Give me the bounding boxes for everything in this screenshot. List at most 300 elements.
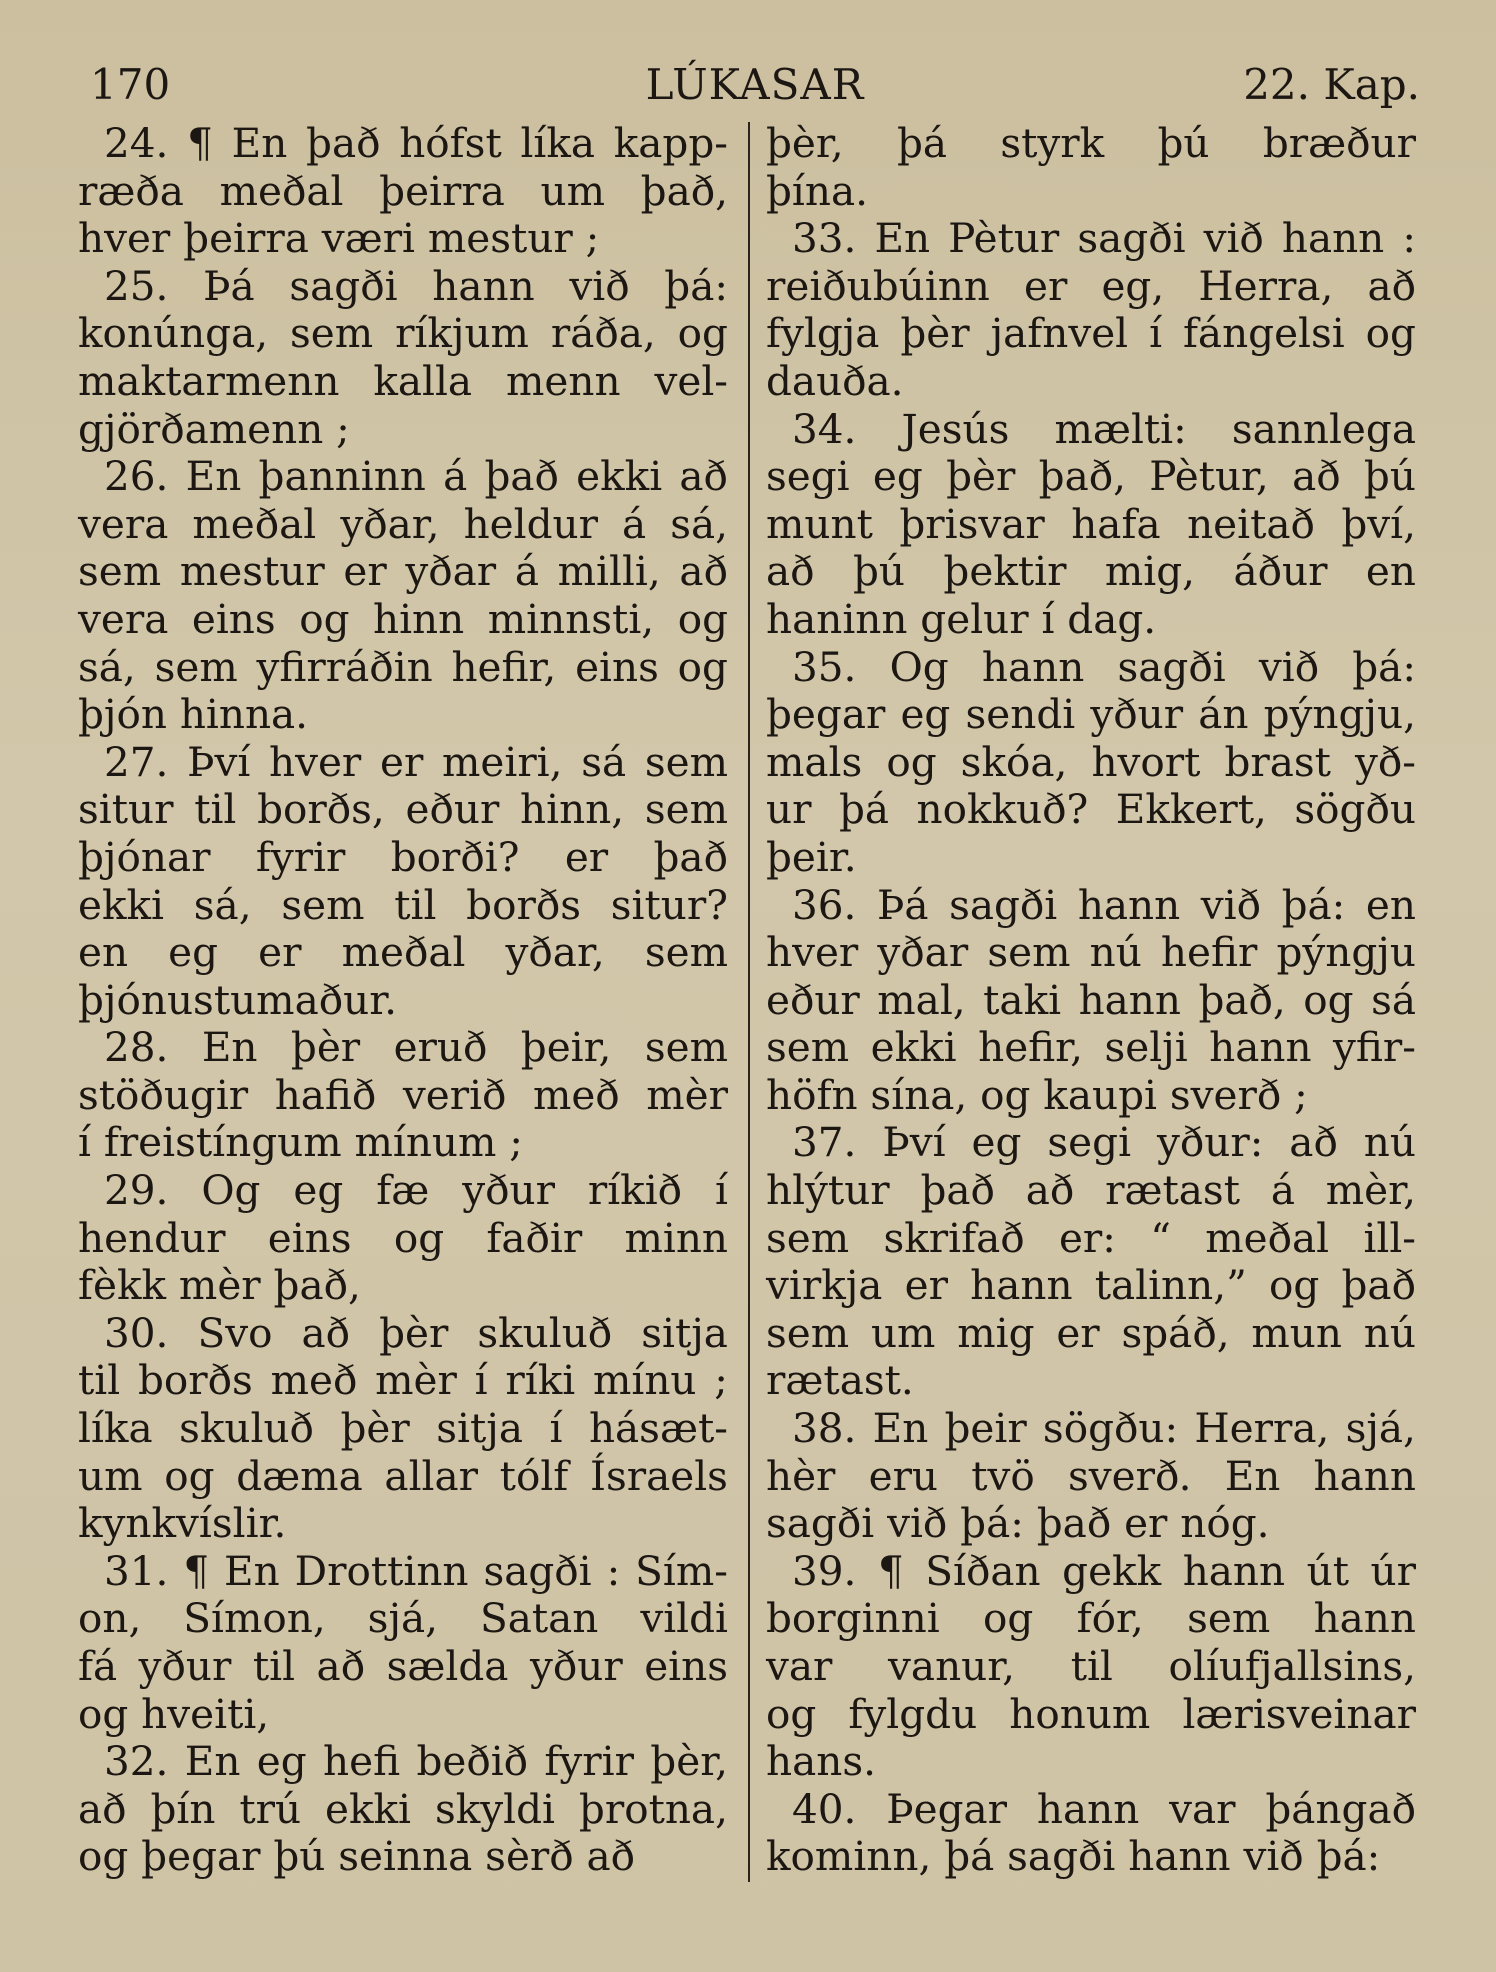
word: mèr, bbox=[1325, 1166, 1416, 1215]
word: við bbox=[569, 261, 630, 310]
word: sitja bbox=[641, 1308, 728, 1357]
word: nú bbox=[1363, 1118, 1416, 1167]
word: fæ bbox=[376, 1166, 430, 1215]
word: pýngju, bbox=[1263, 690, 1416, 739]
word: þjónar bbox=[78, 832, 211, 881]
word: með bbox=[532, 1070, 620, 1119]
word: vera bbox=[78, 594, 169, 643]
word: er bbox=[904, 1261, 948, 1310]
word: sjá, bbox=[367, 1594, 439, 1643]
word: eg, bbox=[1101, 261, 1165, 310]
word: yð- bbox=[1354, 737, 1416, 786]
word: sverð. bbox=[1067, 1451, 1192, 1500]
word: það bbox=[653, 832, 728, 881]
word: með bbox=[270, 1356, 358, 1405]
word: eður bbox=[405, 785, 500, 834]
text-line bbox=[766, 1262, 1416, 1310]
word: “ bbox=[1150, 1213, 1171, 1262]
word: sem bbox=[154, 642, 238, 691]
word: sem bbox=[644, 1023, 728, 1072]
text-line bbox=[78, 1357, 728, 1405]
word: og bbox=[886, 737, 937, 786]
word: var bbox=[1169, 1784, 1236, 1833]
text-line bbox=[78, 358, 728, 406]
text-line: og þegar þú seinna sèrð að bbox=[78, 1832, 636, 1881]
word: hann bbox=[1209, 1023, 1312, 1072]
text-line bbox=[766, 1167, 1416, 1215]
left-text-column bbox=[78, 120, 728, 1881]
word: eg bbox=[293, 1166, 344, 1215]
word: sá, bbox=[670, 499, 728, 548]
text-line bbox=[766, 1310, 1416, 1358]
word: 40. bbox=[792, 1784, 857, 1833]
word: 28. bbox=[104, 1023, 169, 1072]
word: Símon, bbox=[183, 1594, 326, 1643]
word: sem bbox=[766, 1023, 850, 1072]
word: ur bbox=[766, 785, 812, 834]
word: þèr, bbox=[650, 1737, 728, 1786]
word: sögðu bbox=[1294, 785, 1416, 834]
word: Sím- bbox=[635, 1546, 728, 1595]
word: það, bbox=[1198, 975, 1286, 1024]
word: og bbox=[1269, 1261, 1320, 1310]
word: þèr, bbox=[766, 119, 844, 167]
word: Ekkert, bbox=[1115, 785, 1267, 834]
word: þeirra bbox=[379, 166, 505, 215]
word: fór, bbox=[1076, 1594, 1144, 1643]
word: þegar bbox=[766, 690, 886, 739]
word: trú bbox=[239, 1784, 302, 1833]
word: taki bbox=[983, 975, 1062, 1024]
word: Drottinn bbox=[294, 1546, 469, 1595]
word: og bbox=[677, 594, 728, 643]
word: að bbox=[679, 452, 728, 501]
word: En bbox=[224, 1546, 280, 1595]
word: að bbox=[1025, 1166, 1075, 1215]
word: eins bbox=[644, 1642, 728, 1690]
word: borðs, bbox=[257, 785, 385, 834]
text-line bbox=[766, 1024, 1416, 1072]
text-line bbox=[78, 548, 728, 596]
word: sagði bbox=[1077, 214, 1186, 263]
word: fyrir bbox=[544, 1737, 634, 1786]
word: virkja bbox=[766, 1261, 883, 1310]
word: hver bbox=[269, 737, 362, 786]
word: fylgdu bbox=[848, 1689, 978, 1738]
word: brast bbox=[1224, 737, 1331, 786]
word: hann bbox=[1182, 1546, 1286, 1595]
book-title: LÚKASAR bbox=[645, 60, 865, 109]
word: kapp- bbox=[613, 119, 728, 167]
word: er: bbox=[1058, 1213, 1116, 1262]
word: yður: bbox=[1156, 1118, 1264, 1167]
word: vel- bbox=[654, 356, 728, 405]
word: hefir bbox=[1160, 928, 1258, 977]
text-line bbox=[766, 644, 1416, 692]
word: þèr bbox=[290, 1023, 361, 1072]
word: gekk bbox=[1062, 1546, 1162, 1595]
word: til bbox=[194, 785, 237, 834]
word: hásæt- bbox=[588, 1404, 728, 1453]
column-divider-rule bbox=[748, 122, 750, 1882]
text-line bbox=[78, 1738, 728, 1786]
word: minnsti, bbox=[487, 594, 655, 643]
word: það bbox=[920, 1166, 995, 1215]
word: sem bbox=[644, 928, 728, 977]
word: það, bbox=[1038, 452, 1126, 501]
text-line bbox=[766, 310, 1416, 358]
word: við bbox=[1258, 642, 1320, 691]
word: sem bbox=[644, 785, 728, 834]
word: í bbox=[474, 1356, 488, 1405]
word: þèr bbox=[379, 1308, 449, 1357]
text-line bbox=[78, 453, 728, 501]
word: er bbox=[379, 737, 424, 786]
text-line: haninn gelur í dag. bbox=[766, 594, 1157, 643]
text-line bbox=[78, 739, 728, 787]
text-line bbox=[766, 1643, 1416, 1691]
text-line bbox=[78, 1310, 728, 1358]
word: : bbox=[606, 1546, 621, 1595]
word: sagði bbox=[289, 261, 398, 310]
word: þá bbox=[838, 785, 890, 834]
word: styrk bbox=[1000, 119, 1105, 167]
text-line bbox=[766, 1453, 1416, 1501]
word: Þegar bbox=[886, 1784, 1008, 1833]
text-line bbox=[766, 1691, 1416, 1739]
word: skyldi bbox=[434, 1784, 555, 1833]
text-line: þjónustumaður. bbox=[78, 975, 397, 1024]
word: þá: bbox=[664, 261, 728, 310]
word: úr bbox=[1370, 1546, 1416, 1595]
word: hann bbox=[1313, 1594, 1416, 1643]
word: hefir, bbox=[451, 642, 557, 691]
word: en bbox=[1365, 880, 1416, 929]
word: on, bbox=[78, 1594, 142, 1643]
word: það, bbox=[640, 166, 728, 215]
text-line bbox=[766, 1786, 1416, 1834]
word: ¶ bbox=[183, 1546, 210, 1595]
word: 24. bbox=[104, 119, 169, 167]
word: Pètur bbox=[948, 214, 1060, 263]
word: fá bbox=[78, 1642, 118, 1690]
word: eins bbox=[575, 642, 659, 691]
word: á bbox=[1270, 1166, 1295, 1215]
text-line: þjón hinna. bbox=[78, 690, 309, 739]
text-line bbox=[78, 786, 728, 834]
word: mèr bbox=[646, 1070, 728, 1119]
word: situr? bbox=[610, 880, 728, 929]
word: : bbox=[1402, 214, 1416, 263]
word: Og bbox=[201, 1166, 261, 1215]
word: mælti: bbox=[1054, 404, 1187, 453]
text-line bbox=[78, 1072, 728, 1120]
word: að bbox=[316, 1642, 366, 1690]
word: sælda bbox=[386, 1642, 509, 1690]
word: honum bbox=[1009, 1689, 1151, 1738]
word: minn bbox=[624, 1213, 728, 1262]
word: eins bbox=[191, 594, 276, 643]
word: er bbox=[1056, 1308, 1100, 1357]
word: þrotna, bbox=[578, 1784, 728, 1833]
word: eg bbox=[900, 690, 951, 739]
word: Því bbox=[187, 737, 251, 786]
word: ekki bbox=[325, 1784, 412, 1833]
word: segi bbox=[766, 452, 850, 501]
word: hinn bbox=[373, 594, 465, 643]
text-line bbox=[78, 596, 728, 644]
word: tvö bbox=[971, 1451, 1035, 1500]
right-text-column bbox=[766, 120, 1416, 1881]
word: ráða, bbox=[550, 309, 656, 358]
text-line: hans. bbox=[766, 1737, 876, 1786]
word: þín bbox=[150, 1784, 216, 1833]
word: yður bbox=[529, 1642, 623, 1690]
word: hann bbox=[1036, 1784, 1140, 1833]
word: hann bbox=[432, 261, 535, 310]
running-header bbox=[90, 60, 1420, 110]
text-line bbox=[766, 215, 1416, 263]
word: 34. bbox=[792, 404, 857, 453]
word: líka bbox=[520, 119, 596, 167]
word: til bbox=[252, 1642, 296, 1690]
word: Jesús bbox=[901, 404, 1010, 453]
word: yður bbox=[1090, 690, 1184, 739]
word: er bbox=[343, 547, 387, 596]
text-line bbox=[78, 1215, 728, 1263]
word: ræða bbox=[78, 166, 184, 215]
text-line bbox=[78, 168, 728, 216]
word: hann bbox=[981, 642, 1085, 691]
word: 39. bbox=[792, 1546, 857, 1595]
word: eru bbox=[868, 1451, 939, 1500]
text-line bbox=[78, 929, 728, 977]
word: ekki bbox=[576, 452, 663, 501]
word: Síðan bbox=[925, 1546, 1041, 1595]
word: sem bbox=[290, 309, 374, 358]
word: Pètur, bbox=[1149, 452, 1269, 501]
text-line bbox=[766, 1595, 1416, 1643]
word: 31. bbox=[104, 1546, 169, 1595]
word: í bbox=[549, 1404, 563, 1453]
word: yðar bbox=[405, 547, 497, 596]
word: hendur bbox=[78, 1213, 226, 1262]
word: hann bbox=[1078, 975, 1181, 1024]
word: að bbox=[1367, 261, 1416, 310]
word: eður bbox=[766, 975, 860, 1024]
word: að bbox=[1289, 1118, 1338, 1167]
word: nokkuð? bbox=[916, 785, 1089, 834]
word: yðar, bbox=[340, 499, 440, 548]
word: 36. bbox=[792, 880, 857, 929]
word: þèr bbox=[900, 309, 970, 358]
word: En bbox=[185, 452, 242, 501]
word: án bbox=[1198, 690, 1249, 739]
word: Ísraels bbox=[589, 1451, 728, 1500]
text-line: þína. bbox=[766, 166, 868, 215]
word: 32. bbox=[104, 1737, 169, 1786]
word: þá: bbox=[1281, 880, 1346, 929]
word: sjá, bbox=[1345, 1404, 1416, 1453]
text-line bbox=[78, 882, 728, 930]
word: mun bbox=[1251, 1308, 1342, 1357]
word: nú bbox=[1363, 1308, 1416, 1357]
word: og bbox=[164, 1451, 215, 1500]
word: 29. bbox=[104, 1166, 169, 1215]
word: þèr bbox=[340, 1404, 410, 1453]
word: allar bbox=[384, 1451, 478, 1500]
text-line bbox=[766, 1548, 1416, 1596]
word: milli, bbox=[557, 547, 661, 596]
word: er bbox=[1024, 261, 1068, 310]
word: sagði bbox=[949, 880, 1058, 929]
text-line: kynkvíslir. bbox=[78, 1499, 287, 1548]
word: 33. bbox=[792, 214, 857, 263]
word: yður bbox=[462, 1166, 555, 1215]
word: mestur bbox=[179, 547, 325, 596]
word: dæma bbox=[236, 1451, 363, 1500]
text-line: og hveiti, bbox=[78, 1689, 270, 1738]
word: meðal bbox=[219, 166, 344, 215]
word: og bbox=[982, 1594, 1034, 1643]
word: sem bbox=[766, 1308, 850, 1357]
word: ill- bbox=[1363, 1213, 1416, 1262]
word: skuluð bbox=[477, 1308, 613, 1357]
word: til bbox=[1070, 1642, 1113, 1690]
word: og bbox=[677, 309, 728, 358]
word: faðir bbox=[486, 1213, 583, 1262]
word: að bbox=[766, 547, 815, 596]
word: Herra, bbox=[1194, 1404, 1330, 1453]
word: um bbox=[540, 166, 606, 215]
word: er bbox=[258, 928, 302, 977]
text-line bbox=[78, 1453, 728, 1501]
word: hann bbox=[1077, 880, 1181, 929]
text-line: sagði við þá: það er nóg. bbox=[766, 1499, 1270, 1548]
word: 25. bbox=[104, 261, 169, 310]
word: sannlega bbox=[1231, 404, 1416, 453]
text-line bbox=[78, 1167, 728, 1215]
word: 35. bbox=[792, 642, 857, 691]
word: til bbox=[78, 1356, 121, 1405]
word: meiri, bbox=[442, 737, 563, 786]
word: menn bbox=[506, 356, 621, 405]
text-line: rætast. bbox=[766, 1356, 914, 1405]
word: borði? bbox=[390, 832, 520, 881]
word: þeir bbox=[944, 1404, 1027, 1453]
word: mèr bbox=[375, 1356, 457, 1405]
word: talinn,” bbox=[1094, 1261, 1247, 1310]
word: meðal bbox=[1205, 1213, 1330, 1262]
word: sögðu: bbox=[1042, 1404, 1179, 1453]
word: En bbox=[201, 1023, 258, 1072]
word: neitað bbox=[1187, 499, 1315, 548]
word: jafnvel bbox=[990, 309, 1129, 358]
word: hefi bbox=[323, 1737, 401, 1786]
word: sem bbox=[644, 737, 728, 786]
word: þú bbox=[1363, 452, 1416, 501]
word: ¶ bbox=[187, 119, 213, 167]
word: sagði bbox=[1117, 642, 1226, 691]
text-line bbox=[766, 1405, 1416, 1453]
word: 37. bbox=[792, 1118, 857, 1167]
word: 27. bbox=[104, 737, 169, 786]
word: nú bbox=[1089, 928, 1142, 977]
word: í bbox=[1149, 309, 1163, 358]
text-line bbox=[78, 263, 728, 311]
word: því, bbox=[1341, 499, 1416, 548]
word: á bbox=[514, 547, 539, 596]
text-line: höfn sína, og kaupi sverð ; bbox=[766, 1070, 1308, 1119]
text-line: dauða. bbox=[766, 356, 904, 405]
word: Þá bbox=[203, 261, 255, 310]
text-line bbox=[78, 644, 728, 692]
word: pýngju bbox=[1276, 928, 1416, 977]
word: En bbox=[874, 214, 931, 263]
word: út bbox=[1306, 1546, 1349, 1595]
text-line: hver þeirra væri mestur ; bbox=[78, 214, 600, 263]
word: fángelsi bbox=[1182, 309, 1345, 358]
text-line bbox=[766, 1119, 1416, 1167]
word: þá: bbox=[1352, 642, 1416, 691]
word: 30. bbox=[104, 1308, 169, 1357]
word: rætast bbox=[1105, 1166, 1240, 1215]
word: ¶ bbox=[877, 1546, 904, 1595]
word: En bbox=[184, 1737, 241, 1786]
text-line bbox=[766, 120, 1416, 168]
text-line: fèkk mèr það, bbox=[78, 1261, 361, 1310]
text-line bbox=[78, 834, 728, 882]
word: hafa bbox=[1071, 499, 1161, 548]
word: við bbox=[1203, 214, 1264, 263]
word: vildi bbox=[640, 1594, 728, 1643]
word: heldur bbox=[463, 499, 598, 548]
text-line bbox=[78, 1786, 728, 1834]
word: hafið bbox=[274, 1070, 377, 1119]
word: segi bbox=[1047, 1118, 1132, 1167]
word: meðal bbox=[341, 928, 466, 977]
word: ríkjum bbox=[395, 309, 529, 358]
word: eg bbox=[168, 928, 219, 977]
word: mal, bbox=[877, 975, 966, 1024]
word: eins bbox=[267, 1213, 352, 1262]
word: Því bbox=[882, 1118, 946, 1167]
word: vanur, bbox=[888, 1642, 1016, 1690]
word: borðs bbox=[466, 880, 582, 929]
text-line bbox=[78, 1548, 728, 1596]
word: sem bbox=[987, 928, 1071, 977]
word: Svo bbox=[197, 1308, 273, 1357]
word: yðar, bbox=[505, 928, 605, 977]
word: það bbox=[306, 119, 381, 167]
word: olíufjallsins, bbox=[1168, 1642, 1416, 1690]
text-line bbox=[78, 310, 728, 358]
word: á bbox=[621, 499, 647, 548]
word: þektir bbox=[943, 547, 1067, 596]
word: sá bbox=[1371, 975, 1416, 1024]
word: þú bbox=[1157, 119, 1210, 167]
word: 38. bbox=[792, 1404, 857, 1453]
word: það bbox=[1341, 1261, 1416, 1310]
word: spáð, bbox=[1121, 1308, 1230, 1357]
word: eg bbox=[872, 452, 923, 501]
word: sem bbox=[766, 1213, 850, 1262]
word: en bbox=[78, 928, 129, 977]
word: þángað bbox=[1265, 1784, 1416, 1833]
word: er bbox=[564, 832, 609, 881]
word: konúnga, bbox=[78, 309, 269, 358]
text-line bbox=[78, 1595, 728, 1643]
